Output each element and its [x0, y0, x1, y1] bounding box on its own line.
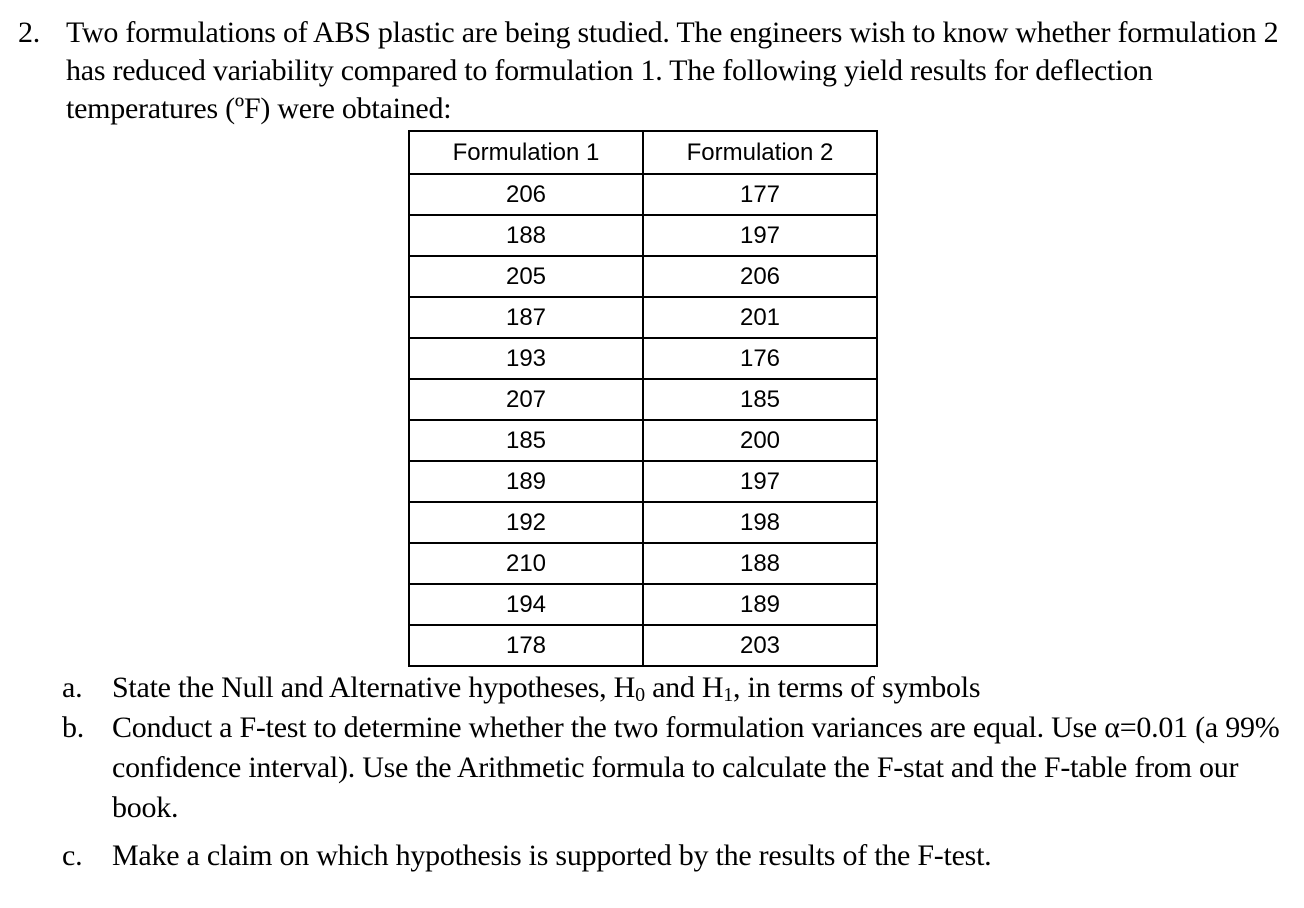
null-hypothesis-subscript: 0 [635, 684, 645, 706]
table-cell: 185 [643, 379, 877, 420]
part-b-letter: b. [62, 711, 84, 744]
table-row [409, 174, 877, 215]
part-a-text-1: State the Null and Alternative hypotheses, H [112, 671, 636, 704]
part-c [62, 836, 1282, 876]
table-cell: 193 [409, 338, 643, 379]
alt-hypothesis-subscript: 1 [723, 684, 734, 706]
table-cell: 188 [643, 543, 877, 584]
problem-intro [18, 14, 1288, 128]
table-row [409, 215, 877, 256]
deflection-temperature-table [408, 130, 878, 667]
part-a-text-2: and H [644, 671, 724, 704]
part-a [62, 668, 1282, 708]
table-row [409, 420, 877, 461]
table-row [409, 338, 877, 379]
part-a-letter: a. [62, 671, 83, 704]
table-cell: 206 [409, 174, 643, 215]
part-a-text-3: , in terms of symbols [733, 671, 981, 704]
table-cell: 207 [409, 379, 643, 420]
part-c-letter: c. [62, 839, 83, 872]
table-row [409, 256, 877, 297]
table-row [409, 543, 877, 584]
table-cell: 189 [643, 584, 877, 625]
table-cell: 187 [409, 297, 643, 338]
part-b [62, 708, 1282, 828]
table-cell: 210 [409, 543, 643, 584]
problem-2 [18, 14, 1288, 128]
table-cell: 198 [643, 502, 877, 543]
problem-number: 2. [18, 16, 40, 49]
table-cell: 176 [643, 338, 877, 379]
table-row [409, 584, 877, 625]
table-row [409, 502, 877, 543]
question-parts [62, 668, 1282, 876]
problem-statement: Two formulations of ABS plastic are being studied. The engineers wish to know whether formulation 2 has reduced variability compared to formulation 1. The following yield results for deflection temperatures (ºF) were obtained: [66, 16, 1279, 125]
column-header-formulation-2: Formulation 2 [643, 131, 877, 174]
table-cell: 206 [643, 256, 877, 297]
table-row [409, 297, 877, 338]
table-cell: 203 [643, 625, 877, 666]
table-cell: 194 [409, 584, 643, 625]
table-cell: 189 [409, 461, 643, 502]
table-cell: 200 [643, 420, 877, 461]
table-row [409, 625, 877, 666]
table-cell: 192 [409, 502, 643, 543]
table-cell: 188 [409, 215, 643, 256]
table-row [409, 461, 877, 502]
table-cell: 205 [409, 256, 643, 297]
table-cell: 178 [409, 625, 643, 666]
column-header-formulation-1: Formulation 1 [409, 131, 643, 174]
part-b-text: Conduct a F-test to determine whether the two formulation variances are equal. Use α=0.01 (a 99% confidence interval). Use the Arithmetic formula to calculate the F-stat and the F-table from our book. [112, 711, 1280, 824]
table-cell: 201 [643, 297, 877, 338]
table-header-row [409, 131, 877, 174]
table-cell: 197 [643, 215, 877, 256]
table-cell: 185 [409, 420, 643, 461]
table-cell: 177 [643, 174, 877, 215]
part-c-text: Make a claim on which hypothesis is supported by the results of the F-test. [112, 839, 992, 872]
part-a-text [112, 668, 1282, 708]
table-cell: 197 [643, 461, 877, 502]
table-row [409, 379, 877, 420]
